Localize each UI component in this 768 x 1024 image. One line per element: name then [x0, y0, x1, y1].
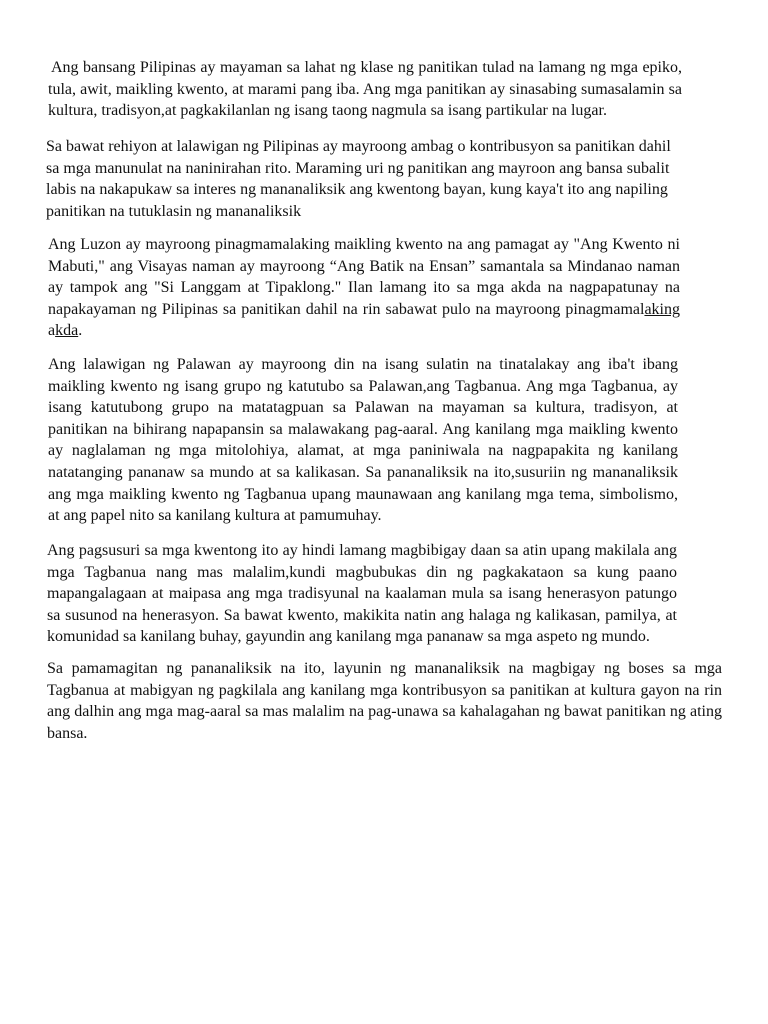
- paragraph-analysis: Ang pagsusuri sa mga kwentong ito ay hindi lamang magbibigay daan sa atin upang makilala ang mga Tagbanua nang mas malalim,kundi magbubukas din ng pagkakataon sa kung paano mapangalagaan at maipasa ang mga tradisyunal na kaalaman mula sa isang henerasyon patungo sa susunod na henerasyon. Sa bawat kwento, makikita natin ang halaga ng kalikasan, pamilya, at komunidad sa kanilang buhay, gayundin ang kanilang mga pananaw sa mga aspeto ng mundo.: [47, 542, 677, 646]
- paragraph-regional-contribution: Sa bawat rehiyon at lalawigan ng Pilipinas ay mayroong ambag o kontribusyon sa panitikan dahil sa mga manunulat na naninirahan rito. Maraming uri ng panitikan ang mayroon ang bansa subalit labis na nakapukaw sa interes ng mananaliksik ang kwentong bayan, kung kaya't ito ang napiling panitikan na tutuklasin ng mananaliksik: [46, 138, 671, 220]
- paragraph-text: Ang Luzon ay mayroong pinagmamalaking maikling kwento na ang pamagat ay "Ang Kwento ni Mabuti," ang Visayas naman ay mayroong “Ang Batik na Ensan” samantala sa Mindanao naman ay tampok ang "Si Langgam at Tipaklong." Ilan lamang ito sa mga akda na nagpapatunay na napakayaman ng Pilipinas sa panitikan dahil na rin sabawat pulo na mayroong pinagmamal: [48, 236, 680, 318]
- paragraph-text: a: [48, 322, 56, 340]
- underlined-text: kda: [55, 322, 79, 340]
- paragraph-objective: Sa pamamagitan ng pananaliksik na ito, layunin ng mananaliksik na magbigay ng boses sa mga Tagbanua at mabigyan ng pagkilala ang kanilang mga kontribusyon sa panitikan at kultura gayon na rin ang dalhin ang mga mag-aaral sa mas malalim na pag-unawa sa kahalagahan ng bawat panitikan ng ating bansa.: [47, 660, 722, 742]
- paragraph-intro: Ang bansang Pilipinas ay mayaman sa lahat ng klase ng panitikan tulad na lamang ng mga epiko, tula, awit, maikling kwento, at marami pang iba. Ang mga panitikan ay sinasabing sumasalamin sa kultura, tradisyon,at pagkakilanlan ng isang taong nagmula sa isang partikular na lugar.: [48, 59, 682, 120]
- paragraph-text: .: [78, 322, 83, 340]
- paragraph-island-stories: [48, 234, 680, 342]
- underlined-text: aking: [644, 300, 680, 318]
- paragraph-palawan-tagbanua: Ang lalawigan ng Palawan ay mayroong din na isang sulatin na tinatalakay ang iba't ibang maikling kwento ng isang grupo ng katutubo sa Palawan,ang Tagbanua. Ang mga Tagbanua, ay isang katutubong grupo na matatagpuan sa Palawan na mayaman sa kultura, tradisyon, at panitikan na bihirang napapansin sa malawakang pag-aaral. Ang kanilang mga maikling kwento ay naglalaman ng mga mitolohiya, alamat, at mga paniniwala na nagpapakita ng kanilang natatanging pananaw sa mundo at sa kalikasan. Sa pananaliksik na ito,susuriin ng mananaliksik ang mga maikling kwento ng Tagbanua upang maunawaan ang kanilang mga tema, simbolismo, at ang papel nito sa kanilang kultura at pamumuhay.: [48, 356, 678, 525]
